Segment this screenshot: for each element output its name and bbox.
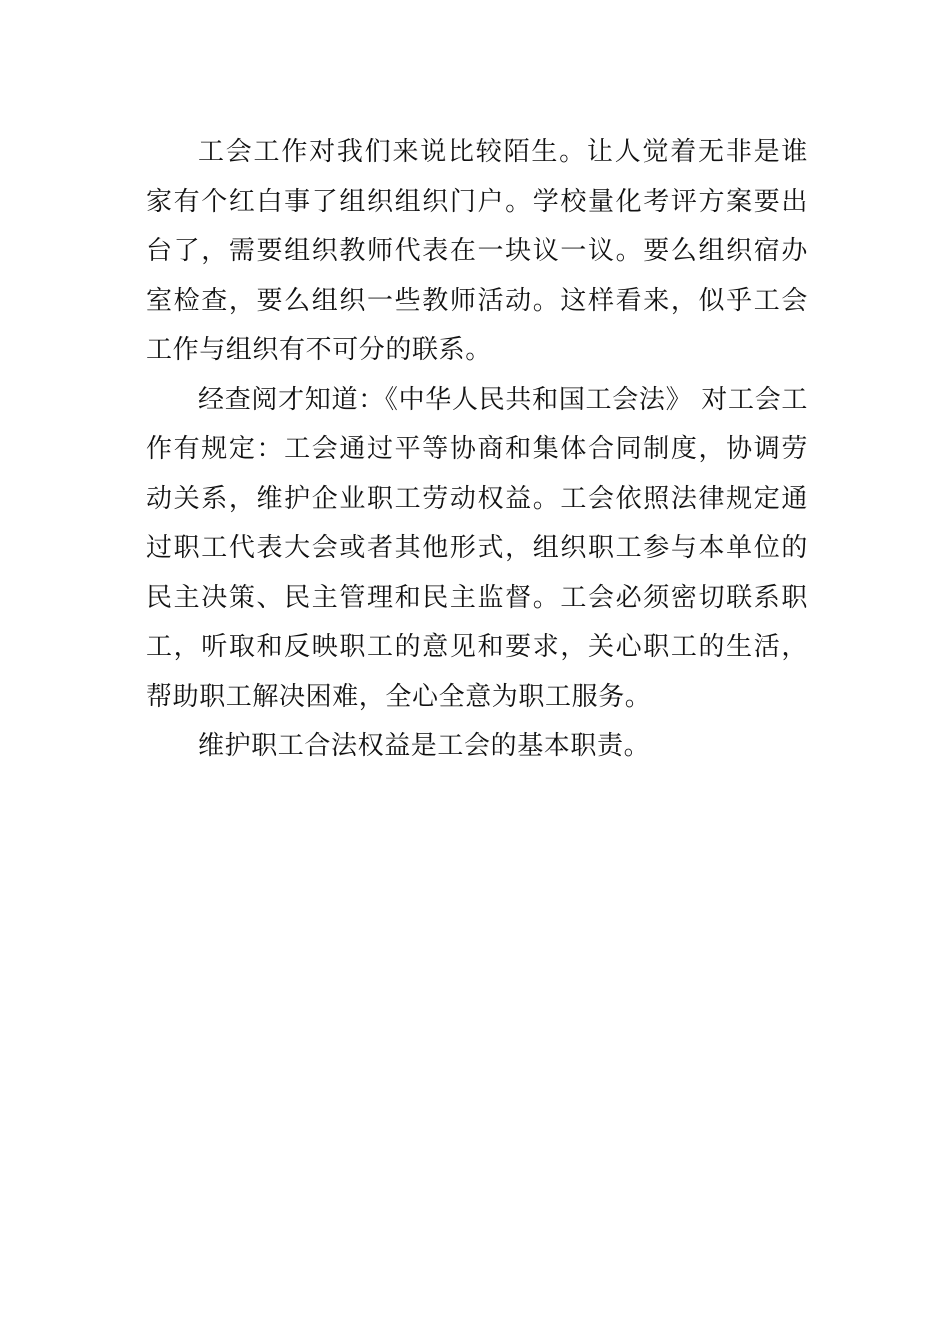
paragraph-3: 维护职工合法权益是工会的基本职责。 — [198, 731, 651, 761]
paragraph-1: 工会工作对我们来说比较陌生。让人觉着无非是谁家有个红白事了组织组织门户。学校量化考评方案要出台了，需要组织教师代表在一块议一议。要么组织宿办室检查，要么组织一些教师活动。这样看来，似乎工会工作与组织有不可分的联系。 — [146, 137, 808, 365]
document-body — [146, 128, 808, 772]
paragraph-2: 经查阅才知道：《中华人民共和国工会法》 对工会工作有规定：工会通过平等协商和集体合同制度，协调劳动关系，维护企业职工劳动权益。工会依照法律规定通过职工代表大会或者其他形式，组织职工参与本单位的民主决策、民主管理和民主监督。工会必须密切联系职工，听取和反映职工的意见和要求，关心职工的生活，帮助职工解决困难，全心全意为职工服务。 — [146, 384, 808, 712]
